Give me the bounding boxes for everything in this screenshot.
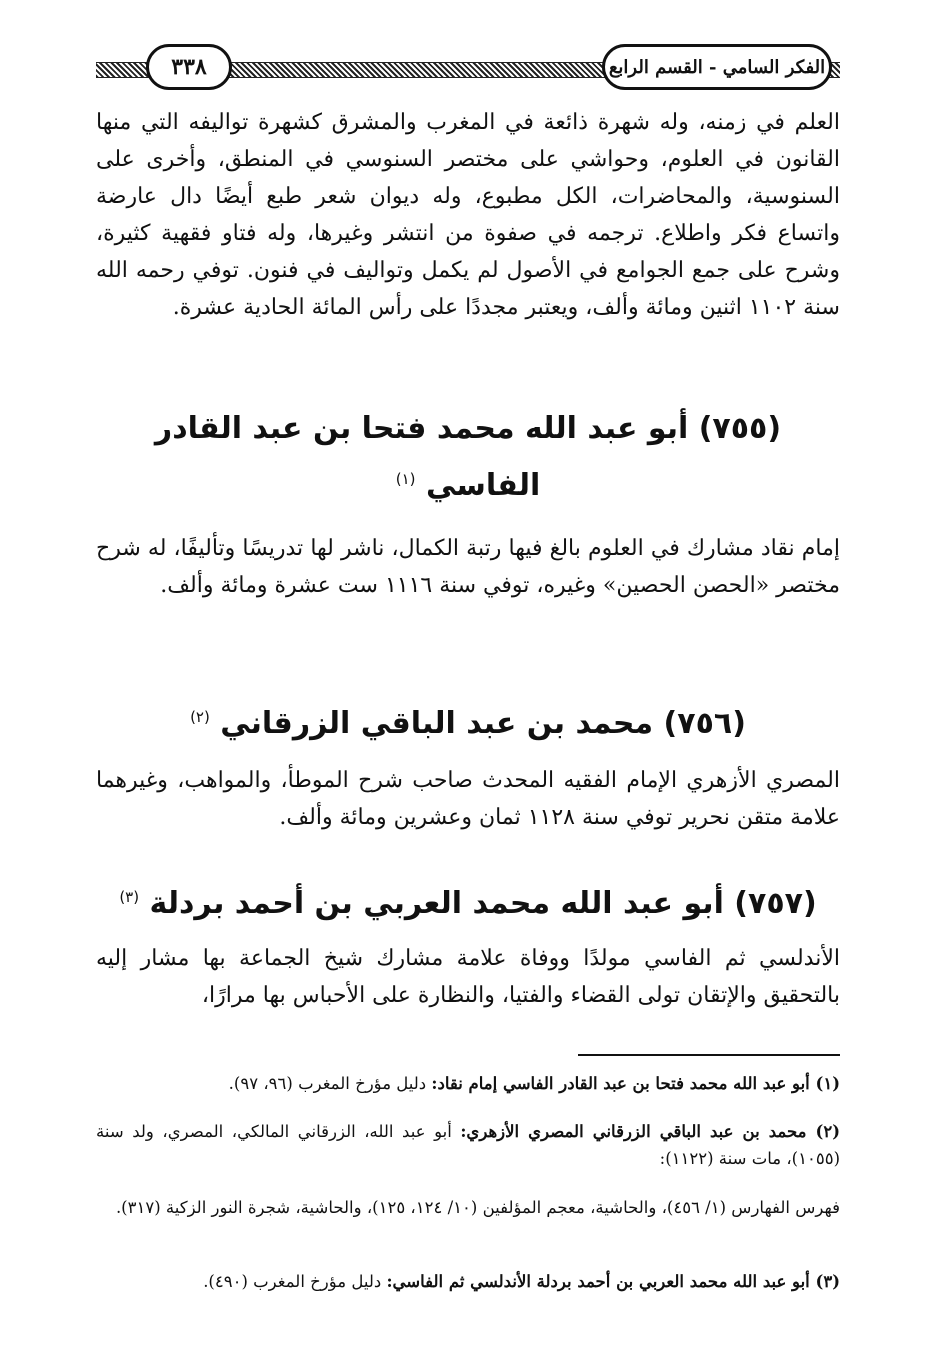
footnote-ref: (٣): [119, 888, 140, 906]
entry-text-757: الأندلسي ثم الفاسي مولدًا ووفاة علامة مشارك شيخ الجماعة بها مشار إليه بالتحقيق والإتقان تولى القضاء والفتيا، والنظارة على الأحباس بها مرارًا،: [96, 946, 840, 1008]
footnote-1: [96, 1070, 840, 1097]
footnote-2: [96, 1118, 840, 1172]
intro-paragraph: العلم في زمنه، وله شهرة ذائعة في المغرب والمشرق كشهرة تواليفه التي منها القانون في العلوم، وحواشي على مختصر السنوسي في المنطق، وأخرى على السنوسية، والمحاضرات، الكل مطبوع، وله ديوان شعر طبع أيضًا دال عارضة واتساع فكر واطلاع. ترجمه في صفوة من انتشر وغيرها، وله فتاو فقهية كثيرة، وشرح على جمع الجوامع في الأصول لم يكمل وتواليف في فنون. توفي رحمه الله سنة ١١٠٢ اثنين ومائة وألف، ويعتبر مجددًا على رأس المائة الحادية عشرة.: [96, 110, 840, 320]
entry-text-756: المصري الأزهري الإمام الفقيه المحدث صاحب شرح الموطأ، والمواهب، وغيرهما علامة متقن نحرير توفي سنة ١١٢٨ ثمان وعشرين ومائة وألف.: [96, 768, 840, 830]
entry-heading-text: (٧٥٦) محمد بن عبد الباقي الزرقاني: [220, 706, 746, 741]
page-header: [96, 40, 840, 100]
entry-heading-text: (٧٥٥) أبو عبد الله محمد فتحا بن عبد القادر الفاسي: [154, 411, 782, 503]
running-title: الفكر السامي - القسم الرابع: [602, 44, 832, 90]
footnote-text: دليل مؤرخ المغرب (٤٩٠).: [203, 1272, 387, 1291]
footnote-2-sources: [96, 1194, 840, 1221]
entry-heading-757: [96, 872, 840, 929]
footnote-3: [96, 1268, 840, 1295]
entry-text-755: إمام نقاد مشارك في العلوم بالغ فيها رتبة الكمال، ناشر لها تدريسًا وتأليفًا، له شرح مختصر «الحصن الحصين» وغيره، توفي سنة ١١١٦ ست عشرة ومائة وألف.: [96, 536, 840, 598]
footnote-lead: (١) أبو عبد الله محمد فتحا بن عبد القادر الفاسي إمام نقاد:: [431, 1074, 840, 1093]
footnote-lead: (٣) أبو عبد الله محمد العربي بن أحمد بردلة الأندلسي ثم الفاسي:: [386, 1272, 840, 1291]
footnote-text: أبو عبد الله، الزرقاني المالكي، المصري، ولد سنة (١٠٥٥)، مات سنة (١١٢٢):: [96, 1122, 840, 1168]
page-number: ٣٣٨: [146, 44, 232, 90]
footnote-lead: (٢) محمد بن عبد الباقي الزرقاني المصري الأزهري:: [460, 1122, 841, 1141]
entry-heading-755: [96, 404, 840, 511]
entry-heading-text: (٧٥٧) أبو عبد الله محمد العربي بن أحمد بردلة: [149, 886, 817, 921]
footnote-ref: (١): [395, 470, 416, 488]
footnote-ref: (٢): [190, 708, 210, 726]
footnote-separator: [578, 1054, 840, 1056]
entry-heading-756: [96, 692, 840, 749]
footnote-text: دليل مؤرخ المغرب (٩٦، ٩٧).: [228, 1074, 432, 1093]
footnote-text: فهرس الفهارس (١/ ٤٥٦)، والحاشية، معجم المؤلفين (١٠/ ١٢٤، ١٢٥)، والحاشية، شجرة النور الزكية (٣١٧).: [115, 1198, 840, 1217]
